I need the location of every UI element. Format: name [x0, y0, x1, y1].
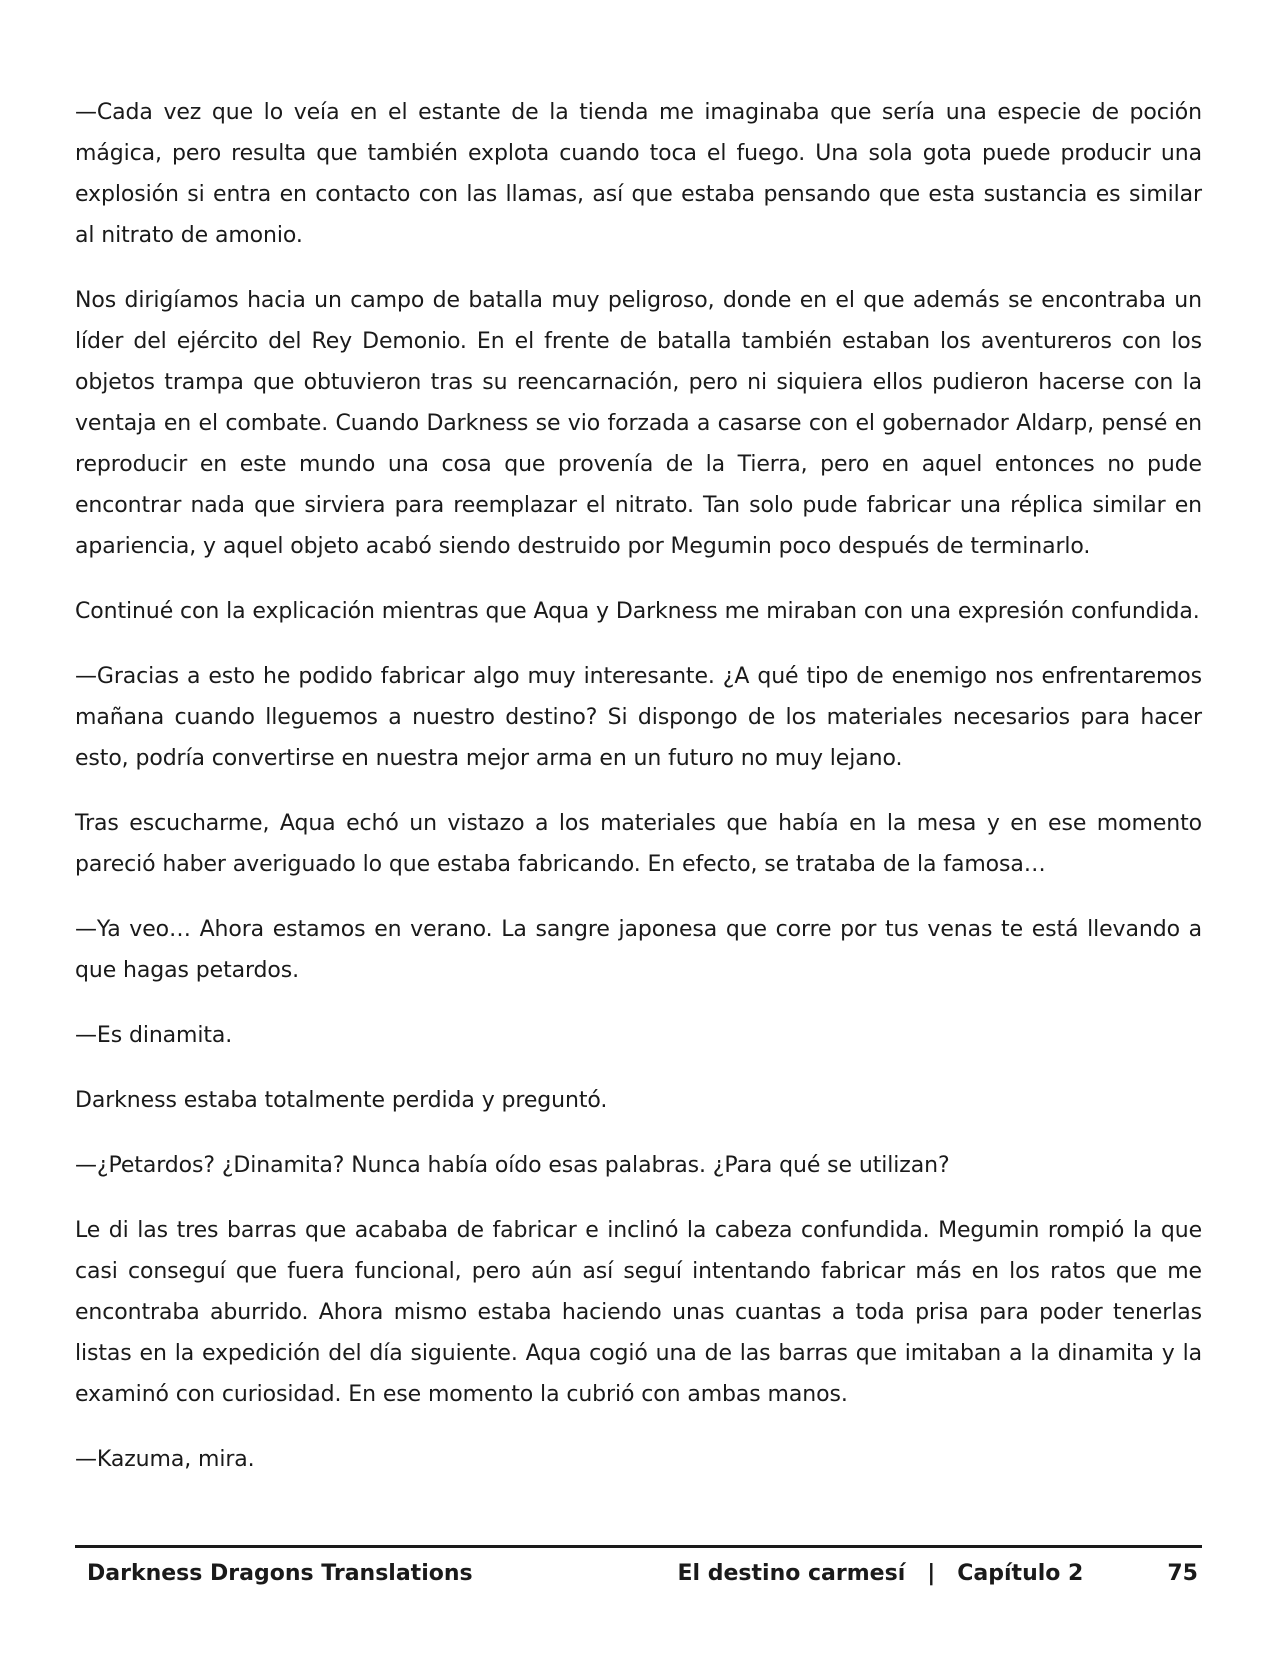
paragraph-9: —¿Petardos? ¿Dinamita? Nunca había oído esas palabras. ¿Para qué se utilizan? — [75, 1153, 950, 1178]
footer-page-number: 75 — [1167, 1561, 1198, 1586]
paragraph-3: Continué con la explicación mientras que Aqua y Darkness me miraban con una expresión confundida. — [75, 599, 1200, 624]
paragraph-1: —Cada vez que lo veía en el estante de la tienda me imaginaba que sería una especie de poción mágica, pero resulta que también explota cuando toca el fuego. Una sola gota puede producir una explosión si entra en contacto con las llamas, así que estaba pensando que esta sustancia es similar al nitrato de amonio. — [75, 100, 1202, 248]
footer-translator: Darkness Dragons Translations — [87, 1561, 473, 1586]
paragraph-4: —Gracias a esto he podido fabricar algo muy interesante. ¿A qué tipo de enemigo nos enfrentaremos mañana cuando lleguemos a nuestro destino? Si dispongo de los materiales necesarios para hacer esto, podría convertirse en nuestra mejor arma en un futuro no muy lejano. — [75, 664, 1202, 771]
paragraph-6: —Ya veo… Ahora estamos en verano. La sangre japonesa que corre por tus venas te está llevando a que hagas petardos. — [75, 917, 1202, 983]
paragraph-8: Darkness estaba totalmente perdida y preguntó. — [75, 1088, 608, 1113]
footer-right — [678, 1561, 1198, 1586]
paragraph-7: —Es dinamita. — [75, 1023, 233, 1048]
paragraph-2: Nos dirigíamos hacia un campo de batalla muy peligroso, donde en el que además se encontraba un líder del ejército del Rey Demonio. En el frente de batalla también estaban los aventureros con los objetos trampa que obtuvieron tras su reencarnación, pero ni siquiera ellos pudieron hacerse con la ventaja en el combate. Cuando Darkness se vio forzada a casarse con el gobernador Aldarp, pensé en reproducir en este mundo una cosa que provenía de la Tierra, pero en aquel entonces no pude encontrar nada que sirviera para reemplazar el nitrato. Tan solo pude fabricar una réplica similar en apariencia, y aquel objeto acabó siendo destruido por Megumin poco después de terminarlo. — [75, 288, 1202, 559]
footer-book-title: El destino carmesí — [677, 1561, 906, 1586]
page-footer — [75, 1545, 1202, 1600]
paragraph-5: Tras escucharme, Aqua echó un vistazo a los materiales que había en la mesa y en ese momento pareció haber averiguado lo que estaba fabricando. En efecto, se trataba de la famosa… — [75, 811, 1202, 877]
paragraph-11: —Kazuma, mira. — [75, 1447, 255, 1472]
footer-chapter: Capítulo 2 — [957, 1561, 1084, 1586]
paragraph-10: Le di las tres barras que acababa de fabricar e inclinó la cabeza confundida. Megumin rompió la que casi conseguí que fuera funcional, pero aún así seguí intentando fabricar más en los ratos que me encontraba aburrido. Ahora mismo estaba haciendo unas cuantas a toda prisa para poder tenerlas listas en la expedición del día siguiente. Aqua cogió una de las barras que imitaban a la dinamita y la examinó con curiosidad. En ese momento la cubrió con ambas manos. — [75, 1218, 1202, 1407]
page-body — [75, 92, 1202, 1504]
footer-separator: | — [927, 1561, 936, 1586]
